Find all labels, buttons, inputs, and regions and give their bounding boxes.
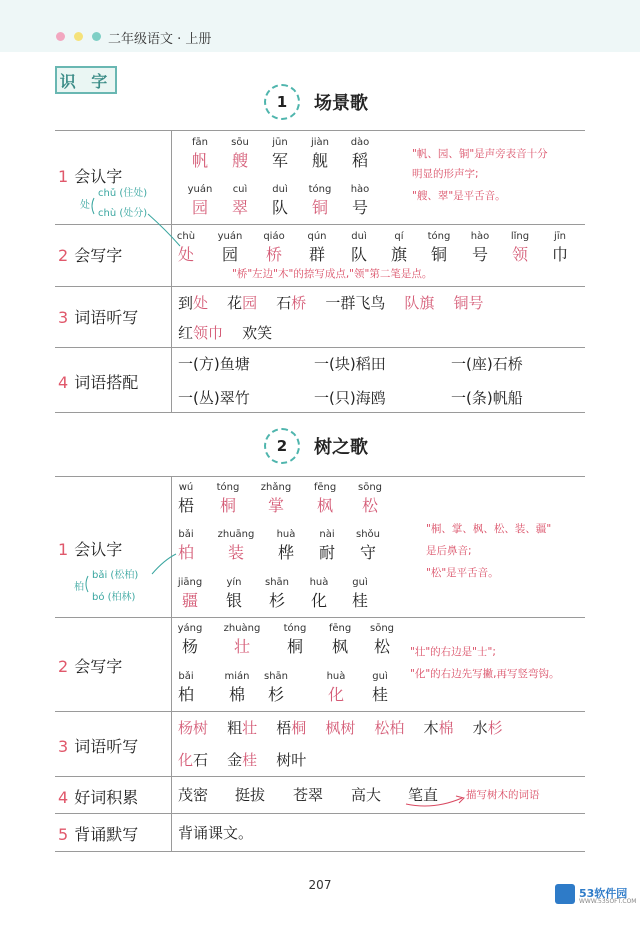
good-word: 挺拔 — [235, 786, 266, 804]
collocation-item: 一(条)帆船 — [451, 389, 523, 407]
table-line — [55, 130, 585, 131]
lesson-title: 场景歌 — [314, 93, 368, 114]
good-word: 苍翠 — [293, 786, 324, 804]
teacher-note: "壮"的右边是"士"; — [410, 646, 496, 658]
char-group: jīn 巾 — [551, 231, 568, 264]
collocation-item: 一(块)稻田 — [314, 355, 386, 373]
word-item: 到处 — [178, 294, 209, 312]
char-group: sōu 艘 — [231, 137, 249, 170]
teacher-note: 是后鼻音; — [426, 545, 472, 557]
char-group: guì 桂 — [371, 671, 388, 704]
char-group: shān 杉 — [264, 577, 289, 610]
char-group: lǐng 领 — [510, 231, 530, 264]
teacher-note: "桥"左边"木"的捺写成点,"领"第二笔是点。 — [232, 268, 433, 280]
char-group: guì 桂 — [351, 577, 368, 610]
section-badge: 识 字 — [55, 66, 117, 94]
recite-text: 背诵课文。 — [178, 824, 254, 842]
char-group: wú 梧 — [177, 482, 194, 515]
polyphone-reading: bǎi (松柏) — [92, 570, 139, 581]
table-line — [55, 617, 585, 618]
table-line — [55, 476, 585, 477]
char-group: dào 稻 — [350, 137, 370, 170]
table-line — [55, 286, 585, 287]
word-item: 石桥 — [276, 294, 307, 312]
word-item: 杨树 — [178, 719, 209, 737]
char-group: fēng 枫 — [313, 482, 337, 515]
word-item: 木棉 — [423, 719, 454, 737]
char-group: jiàn 舰 — [310, 137, 330, 170]
logo-icon — [555, 884, 575, 904]
word-item: 花园 — [227, 294, 258, 312]
char-group: qiáo 桥 — [263, 231, 285, 264]
teacher-note: "帆、园、铜"是声旁表音十分 — [412, 148, 548, 160]
row-label: 3 词语听写 — [58, 737, 139, 756]
word-item: 红领巾 — [178, 324, 224, 342]
char-group: sōng 松 — [357, 482, 382, 515]
char-group: fēng 枫 — [328, 623, 352, 656]
pink-dot — [56, 32, 65, 41]
char-group: hào 号 — [470, 231, 490, 264]
char-group: shān 杉 — [263, 671, 288, 704]
char-group: huà 化 — [309, 577, 329, 610]
collocation-item: 一(座)石桥 — [451, 355, 523, 373]
char-group: tóng 桐 — [216, 482, 240, 515]
table-line — [55, 851, 585, 852]
char-group: nài 耐 — [318, 529, 335, 562]
lesson-number: 2 — [264, 428, 300, 464]
page-number: 207 — [308, 878, 332, 892]
char-group: jiāng 疆 — [177, 577, 203, 610]
char-group: huà 桦 — [276, 529, 296, 562]
word-item: 梧桐 — [276, 719, 307, 737]
word-item: 枫树 — [325, 719, 356, 737]
site-logo — [555, 884, 637, 910]
table-line — [55, 711, 585, 712]
row-label: 2 会写字 — [58, 246, 123, 265]
collocation-item: 一(丛)翠竹 — [178, 389, 250, 407]
dictation-line — [178, 322, 272, 343]
polyphone-char: 处 — [80, 200, 90, 211]
polyphone-reading: bó (柏林) — [92, 592, 136, 603]
teacher-note: "化"的右边先写撇,再写竖弯钩。 — [410, 668, 560, 680]
row-label: 1 会认字 — [58, 167, 123, 186]
word-item: 金桂 — [227, 751, 258, 769]
teacher-note: "桐、掌、枫、松、装、疆" — [426, 523, 552, 535]
table-line — [55, 776, 585, 777]
char-group: huà 化 — [326, 671, 346, 704]
char-group: tóng 桐 — [283, 623, 307, 656]
char-group: qí 旗 — [390, 231, 407, 264]
char-group: sōng 松 — [369, 623, 394, 656]
char-group: tóng 铜 — [427, 231, 451, 264]
lesson-number: 1 — [264, 84, 300, 120]
word-item: 化石 — [178, 751, 209, 769]
char-group: fān 帆 — [191, 137, 208, 170]
polyphone-reading: chù (处分) — [98, 208, 148, 219]
row-label: 1 会认字 — [58, 540, 123, 559]
dictation-line — [178, 717, 503, 738]
good-word: 笔直 — [408, 786, 439, 804]
char-group: yín 银 — [225, 577, 242, 610]
teacher-note: 明显的形声字; — [412, 168, 479, 180]
teal-dot — [92, 32, 101, 41]
teacher-note: "艘、翠"是平舌音。 — [412, 190, 506, 202]
header-bar — [0, 0, 640, 52]
good-word: 茂密 — [178, 786, 209, 804]
row-label: 4 词语搭配 — [58, 373, 139, 392]
word-item: 松柏 — [374, 719, 405, 737]
collocation-item: 一(方)鱼塘 — [178, 355, 250, 373]
char-group: chù 处 — [176, 231, 196, 264]
char-group: duì 队 — [350, 231, 367, 264]
char-group: hào 号 — [350, 184, 370, 217]
collocation-item: 一(只)海鸥 — [314, 389, 386, 407]
word-item: 一群飞鸟 — [325, 294, 386, 312]
word-item: 铜号 — [453, 294, 484, 312]
book-title: 二年级语文 · 上册 — [108, 32, 212, 47]
table-line — [55, 347, 585, 348]
logo-subtext: WWW.53SOFT.COM — [579, 898, 637, 905]
char-group: mián 棉 — [224, 671, 250, 704]
teacher-note: "松"是平舌音。 — [426, 567, 499, 579]
table-line — [55, 813, 585, 814]
char-group: yuán 园 — [217, 231, 243, 264]
lesson-title: 树之歌 — [314, 437, 368, 458]
char-group: yáng 杨 — [177, 623, 203, 656]
table-line — [55, 412, 585, 413]
lesson2-heading — [0, 428, 640, 468]
char-group: zhuàng 壮 — [223, 623, 261, 656]
good-word: 高大 — [351, 786, 382, 804]
row-label: 2 会写字 — [58, 657, 123, 676]
char-group: tóng 铜 — [308, 184, 332, 217]
table-divider — [171, 130, 172, 412]
char-group: bǎi 柏 — [177, 671, 194, 704]
polyphone-char: 柏 — [74, 582, 84, 593]
lesson1-heading — [0, 84, 640, 124]
char-group: duì 队 — [271, 184, 288, 217]
char-group: qún 群 — [307, 231, 327, 264]
char-group: zhuāng 装 — [217, 529, 255, 562]
row-label: 3 词语听写 — [58, 308, 139, 327]
row-label: 4 好词积累 — [58, 788, 139, 807]
row-label: 5 背诵默写 — [58, 825, 139, 844]
teacher-note: 描写树木的词语 — [466, 789, 540, 801]
char-group: jūn 军 — [271, 137, 288, 170]
char-group: bǎi 柏 — [177, 529, 194, 562]
word-item: 水杉 — [472, 719, 503, 737]
annotation-arrow — [404, 790, 470, 810]
char-group: zhǎng 掌 — [260, 482, 292, 515]
yellow-dot — [74, 32, 83, 41]
polyphone-reading: chǔ (住处) — [98, 188, 148, 199]
word-item: 队旗 — [404, 294, 435, 312]
char-group: yuán 园 — [187, 184, 213, 217]
char-group: shǒu 守 — [355, 529, 380, 562]
dictation-line — [178, 292, 484, 313]
dictation-line — [178, 749, 306, 770]
char-group: cuì 翠 — [231, 184, 248, 217]
word-item: 欢笑 — [242, 324, 273, 342]
word-item: 树叶 — [276, 751, 307, 769]
logo-text: 53软件园 — [579, 887, 628, 900]
word-item: 粗壮 — [227, 719, 258, 737]
